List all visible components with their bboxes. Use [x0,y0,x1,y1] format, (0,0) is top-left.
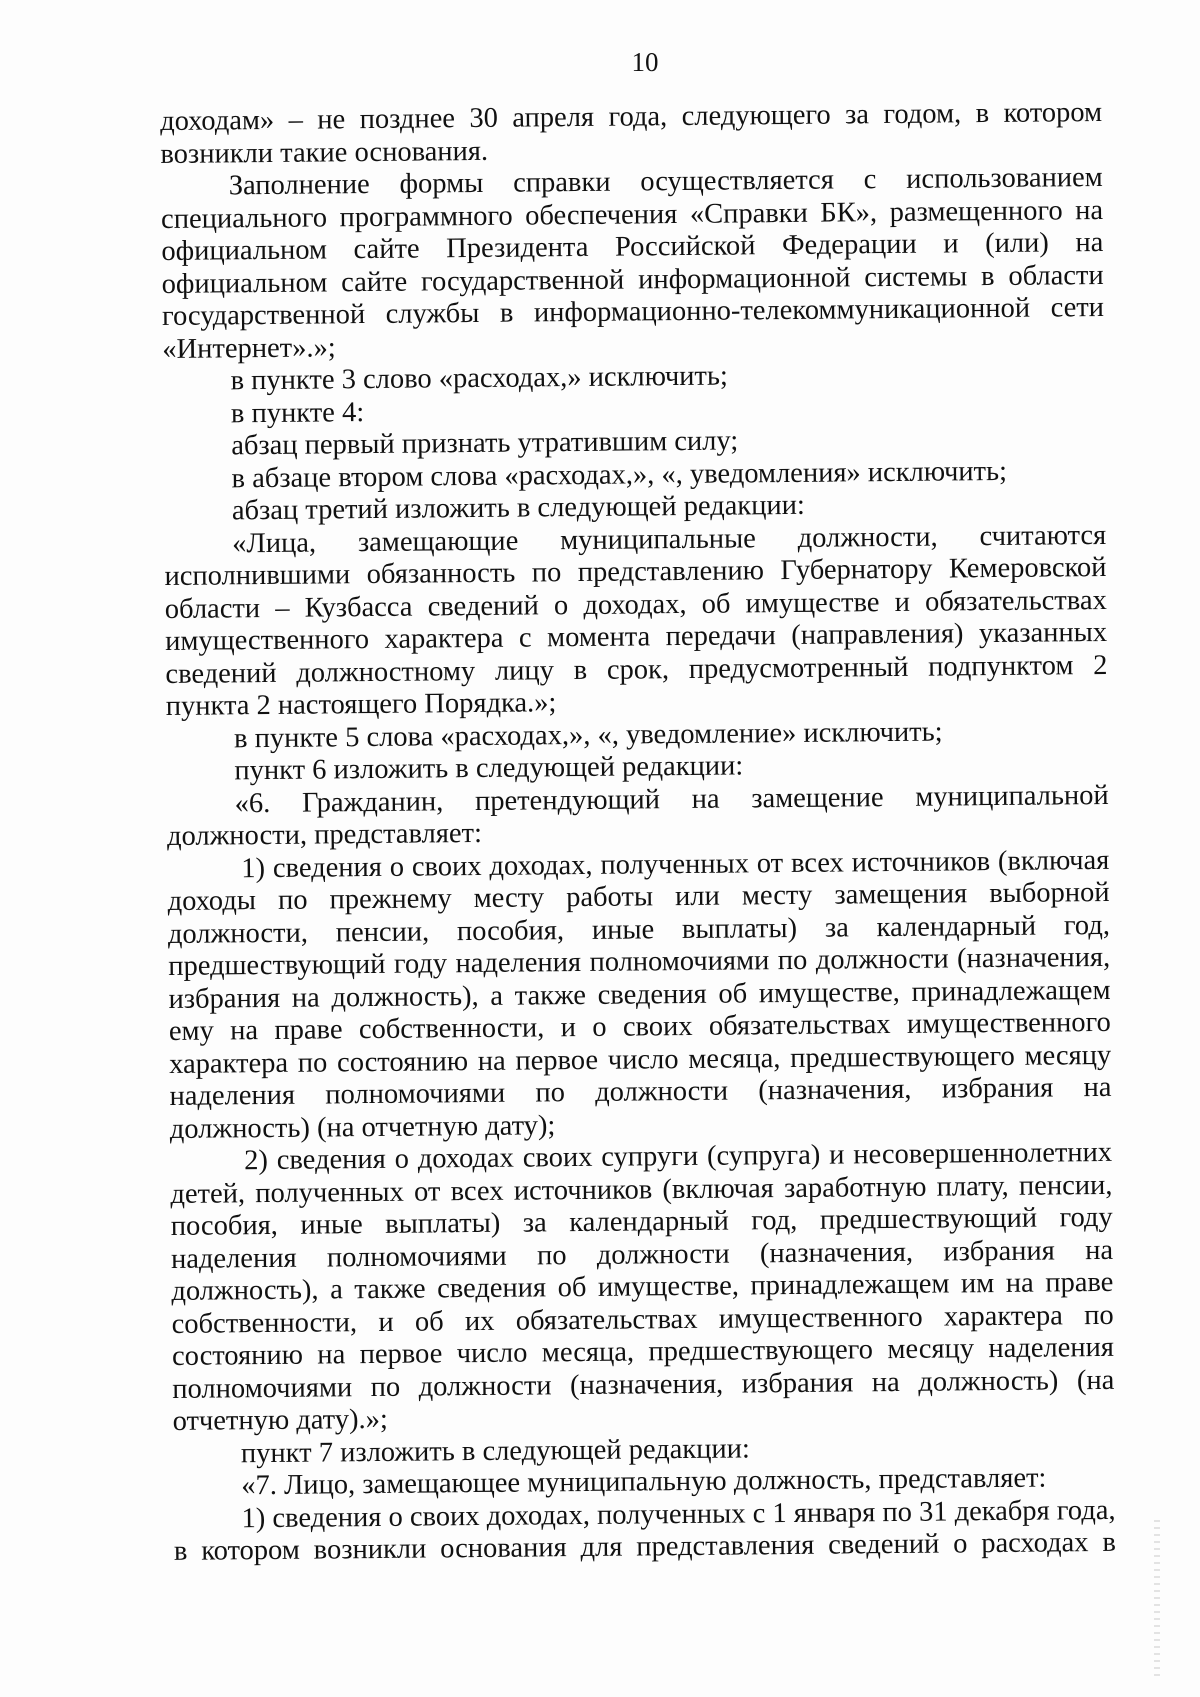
paragraph-item-4-heading: в пункте 4: [230,396,365,429]
paragraph-officials-obligation: «Лица, замещающие муниципальные должности, считаются исполнившими обязанность по представлению Губернатору Кемеровской области – Кузбасса сведений о доходах, об имуществе и обязательствах имущественного характера с момента передачи (направления) указанных сведений должностному лицу в срок, предусмотренный подпунктом 2 пункта 2 настоящего Порядка.»; [164,519,1108,722]
page-number: 10 [631,47,659,77]
paragraph-item-6-citizen: «6. Гражданин, претендующий на замещение муниципальной должности, представляет: [166,779,1109,852]
paragraph-item-4-first: абзац первый признать утратившим силу; [231,425,739,462]
paragraph-item-6-heading: пункт 6 изложить в следующей редакции: [234,750,744,787]
paragraph-item-6-subitem-2: 2) сведения о доходах своих супруги (супруга) и несовершеннолетних детей, полученных от всех источников (включая заработную плату, пенсии, пособия, иные выплаты) за календарный год, предшествующий году наделения полномочиями по должности (назначения, избрания на должность), а также сведения об имуществе, принадлежащем им на праве собственности, и об их обязательствах имущественного характера по состоянию на первое число месяца, предшествующего месяцу наделения полномочиями по должности (назначения, избрания на должность) (на отчетную дату).»; [170,1136,1115,1437]
paragraph-item-6-subitem-1: 1) сведения о своих доходах, полученных от всех источников (включая доходы по прежнему месту работы или месту замещения выборной должности, пенсии, пособия, иные выплаты) за календарный год, предшествующий году наделения полномочиями по должности (назначения, избрания на должность), а также сведения об имуществе, принадлежащем ему на праве собственности, и о своих обязательствах имущественного характера по состоянию на первое число месяца, предшествующего месяцу наделения полномочиями по должности (назначения, избрания на должность) (на отчетную дату); [167,844,1112,1145]
paragraph-item-7-official: «7. Лицо, замещающее муниципальную должность, представляет: [241,1462,1047,1502]
paragraph-item-3-amendment: в пункте 3 слово «расходах,» исключить; [230,360,729,397]
paragraph-item-4-second: в абзаце втором слова «расходах,», «, уведомления» исключить; [231,455,1008,494]
document-body [160,97,1116,1568]
paragraph-item-4-third: абзац третий изложить в следующей редакции: [231,489,805,527]
paragraph-item-5-amendment: в пункте 5 слова «расходах,», «, уведомление» исключить; [233,716,943,754]
paragraph-item-7-subitem-1: 1) сведения о своих доходах, полученных с 1 января по 31 декабря года, в котором возникли основания для представления сведений о расходах в [173,1494,1116,1567]
scan-artifact [1154,1520,1160,1680]
paragraph-item-7-heading: пункт 7 изложить в следующей редакции: [240,1432,750,1469]
paragraph-form-filling: Заполнение формы справки осуществляется с использованием специального программного обеспечения «Справки БК», размещенного на официальном сайте Президента Российской Федерации и (или) на официальном сайте государственной информационной системы в области государственной службы в информационно-телекоммуникационной сети «Интернет».»; [160,161,1105,365]
paragraph-declaration-deadline: доходам» – не позднее 30 апреля года, следующего за годом, в котором возникли такие основания. [160,96,1103,170]
